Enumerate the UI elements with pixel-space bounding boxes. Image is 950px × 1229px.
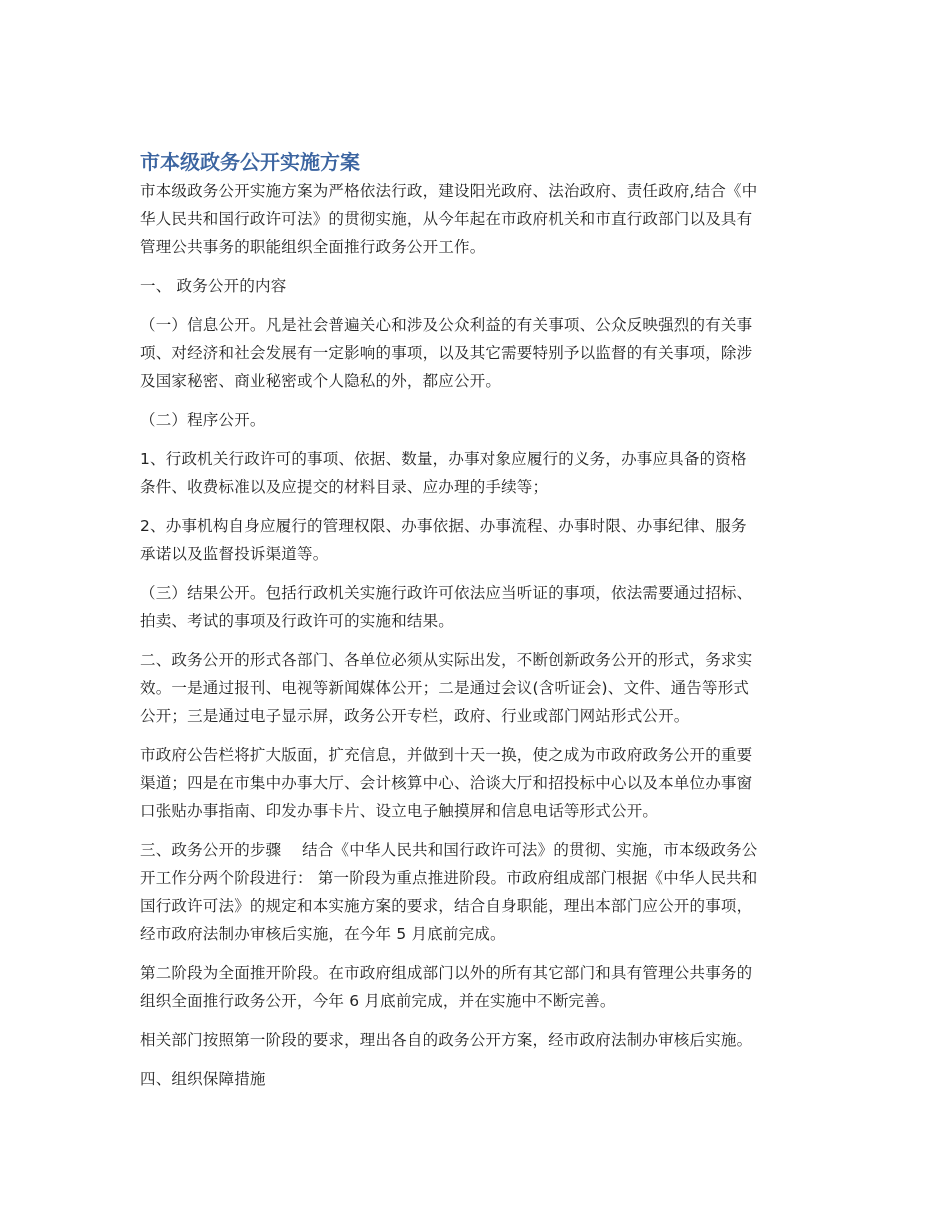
paragraph-line: 第二阶段为全面推开阶段。在市政府组成部门以外的所有其它部门和具有管理公共事务的: [140, 964, 753, 982]
paragraph-line: 华人民共和国行政许可法》的贯彻实施，从今年起在市政府机关和市直行政部门以及具有: [140, 210, 753, 228]
paragraph: [140, 406, 820, 434]
paragraph-line: （一）信息公开。凡是社会普遍关心和涉及公众利益的有关事项、公众反映强烈的有关事: [140, 316, 753, 334]
paragraph: [140, 177, 820, 261]
paragraph-line: 三、政务公开的步骤 结合《中华人民共和国行政许可法》的贯彻、实施，市本级政务公: [140, 841, 758, 859]
paragraph-line: 国行政许可法》的规定和本实施方案的要求，结合自身职能，理出本部门应公开的事项，: [140, 897, 753, 915]
paragraph-line: 条件、收费标准以及应提交的材料目录、应办理的手续等；: [140, 478, 549, 496]
document-title: 市本级政务公开实施方案: [140, 150, 360, 174]
paragraph: [140, 1065, 820, 1093]
paragraph-line: 相关部门按照第一阶段的要求，理出各自的政务公开方案，经市政府法制办审核后实施。: [140, 1031, 753, 1049]
paragraph-line: 组织全面推行政务公开，今年 6 月底前完成，并在实施中不断完善。: [140, 992, 616, 1010]
paragraph-line: （二）程序公开。: [140, 411, 266, 429]
document-page: [140, 147, 820, 1104]
paragraph: [140, 959, 820, 1015]
paragraph-line: 渠道；四是在市集中办事大厅、会计核算中心、洽谈大厅和招投标中心以及本单位办事窗: [140, 774, 753, 792]
paragraph-line: 口张贴办事指南、印发办事卡片、设立电子触摸屏和信息电话等形式公开。: [140, 802, 659, 820]
paragraph-line: 2、办事机构自身应履行的管理权限、办事依据、办事流程、办事时限、办事纪律、服务: [140, 517, 747, 535]
paragraph: [140, 646, 820, 730]
paragraph-line: 市政府公告栏将扩大版面，扩充信息，并做到十天一换，使之成为市政府政务公开的重要: [140, 746, 753, 764]
paragraph-line: 拍卖、考试的事项及行政许可的实施和结果。: [140, 612, 455, 630]
document-body: [140, 177, 820, 1093]
paragraph: [140, 1026, 820, 1054]
paragraph-line: 效。一是通过报刊、电视等新闻媒体公开；二是通过会议(含听证会)、文件、通告等形式: [140, 679, 750, 697]
paragraph-line: 经市政府法制办审核后实施，在今年 5 月底前完成。: [140, 925, 506, 943]
paragraph: [140, 272, 820, 300]
paragraph-line: 项、对经济和社会发展有一定影响的事项，以及其它需要特别予以监督的有关事项，除涉: [140, 344, 753, 362]
paragraph: [140, 512, 820, 568]
paragraph-line: 四、组织保障措施: [140, 1070, 266, 1088]
paragraph: [140, 445, 820, 501]
paragraph: [140, 836, 820, 948]
paragraph-line: 承诺以及监督投诉渠道等。: [140, 545, 329, 563]
paragraph-line: 开工作分两个阶段进行： 第一阶段为重点推进阶段。市政府组成部门根据《中华人民共和: [140, 869, 758, 887]
paragraph-line: 一、 政务公开的内容: [140, 277, 287, 295]
paragraph-line: 二、政务公开的形式各部门、各单位必须从实际出发，不断创新政务公开的形式，务求实: [140, 651, 753, 669]
paragraph-line: 公开；三是通过电子显示屏，政务公开专栏，政府、行业或部门网站形式公开。: [140, 707, 690, 725]
paragraph-line: 管理公共事务的职能组织全面推行政务公开工作。: [140, 238, 486, 256]
paragraph: [140, 311, 820, 395]
paragraph-line: 1、行政机关行政许可的事项、依据、数量，办事对象应履行的义务，办事应具备的资格: [140, 450, 747, 468]
paragraph: [140, 741, 820, 825]
paragraph-line: 市本级政务公开实施方案为严格依法行政，建设阳光政府、法治政府、责任政府,结合《中: [140, 182, 758, 200]
paragraph-line: （三）结果公开。包括行政机关实施行政许可依法应当听证的事项，依法需要通过招标、: [140, 584, 753, 602]
paragraph-line: 及国家秘密、商业秘密或个人隐私的外，都应公开。: [140, 372, 502, 390]
paragraph: [140, 579, 820, 635]
